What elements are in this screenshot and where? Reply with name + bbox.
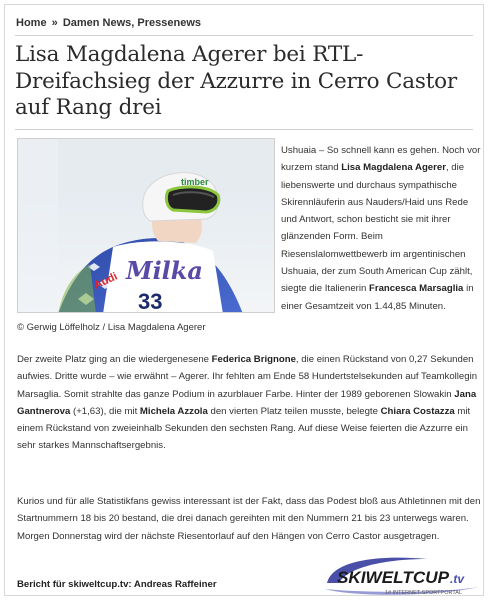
article-photo[interactable] bbox=[17, 138, 275, 313]
top-divider bbox=[15, 35, 473, 36]
p2-text-3: (+1,63), die mit bbox=[70, 405, 140, 417]
p2-text-1: Der zweite Platz ging an die wiedergenesene bbox=[17, 354, 212, 365]
helmet-logo: timber bbox=[181, 177, 209, 187]
paragraph-results bbox=[17, 351, 481, 455]
breadcrumb bbox=[16, 17, 201, 29]
p2-bold-gantnerova: Jana Gantnerova bbox=[17, 388, 477, 417]
p2-text-5: mit einem Rückstand von zweieinhalb Sekunden den sechsten Rang. Auf diese Weise feierten die Azzurre ein sehr starkes Mannschaftsergebnis. bbox=[17, 405, 471, 452]
breadcrumb-category-link[interactable]: Damen News, Pressenews bbox=[62, 17, 201, 29]
intro-text-2: , die liebenswerte und durchaus sympathische Skirennläuferin aus Nauders/Haid uns Rede und Antwort, schon besticht sie mit ihrer glänzenden Form. Beim Riesenslalomwettbewerb im argentinischen Ushuaia, der zum South American Cup zählt, siegte die Italienerin bbox=[281, 162, 473, 295]
p2-text-4: den vierten Platz teilen musste, belegte bbox=[207, 405, 381, 417]
intro-text-1: Ushuaia – So schnell kann es gehen. Noch vor kurzem stand bbox=[281, 145, 481, 174]
breadcrumb-home-link[interactable]: Home bbox=[16, 17, 47, 29]
p2-text-2: , die einen Rückstand von 0,27 Sekunden aufwies. Dritte wurde – wie erwähnt – Agerer. Ihr fehlten am Ende 58 Hundertstelsekunden auf Teamkollegin Marsaglia. Somit strahlte das ganze Podium in azurblauer Farbe. Hinter der 1989 geborenen Slowakin bbox=[17, 354, 478, 400]
photo-caption: © Gerwig Löffelholz / Lisa Magdalena Agerer bbox=[17, 322, 206, 333]
bib-number: 33 bbox=[138, 289, 163, 313]
intro-paragraph bbox=[281, 142, 481, 315]
logo-tagline: 1# INTERNET-SPORTPORTAL bbox=[385, 590, 463, 596]
skiweltcup-logo-graphic bbox=[323, 553, 483, 596]
title-divider bbox=[15, 129, 473, 130]
p2-bold-costazza: Chiara Costazza bbox=[380, 405, 455, 417]
p2-bold-brignone: Federica Brignone bbox=[211, 354, 296, 365]
logo-tld: .tv bbox=[450, 572, 465, 586]
article-title: Lisa Magdalena Agerer bei RTL-Dreifachsieg der Azzurre in Cerro Castor auf Rang drei bbox=[15, 42, 457, 120]
article-byline: Bericht für skiweltcup.tv: Andreas Raffeiner bbox=[17, 579, 217, 590]
skier-photo-illustration bbox=[18, 139, 275, 313]
bib-logo: Milka bbox=[126, 256, 203, 285]
p2-bold-azzola: Michela Azzola bbox=[139, 405, 208, 417]
paragraph-statistics: Kurios und für alle Statistikfans gewiss interessant ist der Fakt, dass das Podest bloß aus Athletinnen mit den Startnummern 18 bis 20 bestand, die drei danach gereihten mit den Nummern 21 bis 23 unterwegs waren. Morgen Donnerstag wird der nächste Riesentorlauf auf den Hängen von Cerro Castor ausgetragen. bbox=[17, 496, 481, 542]
intro-text-3: in einer Gesamtzeit von 1.44,85 Minuten. bbox=[281, 283, 474, 312]
intro-bold-marsaglia: Francesca Marsaglia bbox=[369, 283, 464, 295]
intro-bold-agerer: Lisa Magdalena Agerer bbox=[341, 162, 446, 174]
suit-logo: Audi bbox=[92, 270, 120, 292]
skiweltcup-logo[interactable] bbox=[323, 553, 483, 596]
logo-name: SKIWELTCUP bbox=[337, 568, 450, 587]
article-frame bbox=[4, 4, 484, 596]
breadcrumb-separator: » bbox=[51, 17, 58, 29]
